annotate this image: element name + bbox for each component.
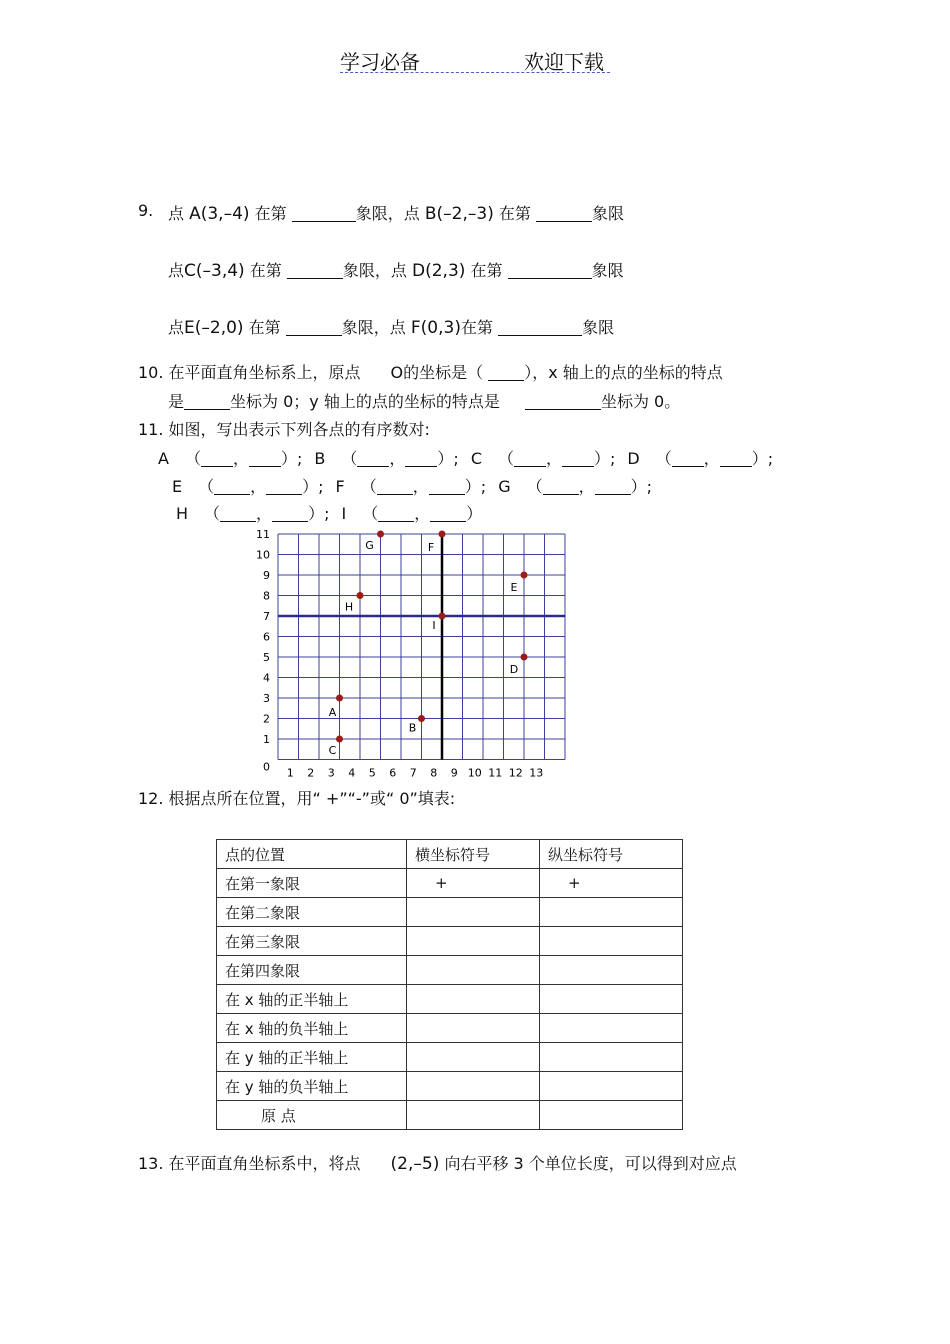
close-paren: ）; bbox=[280, 449, 303, 468]
open-paren: （ bbox=[497, 449, 514, 468]
header-underline bbox=[340, 72, 610, 73]
header-right: 欢迎下载 bbox=[524, 50, 604, 74]
x-tick-label: 5 bbox=[368, 766, 376, 780]
position-label: 原 点 bbox=[261, 1106, 296, 1125]
answer-blank[interactable] bbox=[405, 450, 437, 467]
answer-blank[interactable] bbox=[201, 450, 233, 467]
q13-line: 13. 在平面直角坐标系中，将点 (2,–5) 向右平移 3 个单位长度，可以得到对应点 bbox=[138, 1154, 737, 1174]
table-header-row bbox=[217, 840, 683, 869]
point-label: B bbox=[314, 449, 326, 468]
blank[interactable] bbox=[488, 364, 524, 381]
open-paren: （ bbox=[341, 449, 358, 468]
column-header: 横坐标符号 bbox=[407, 840, 540, 869]
pair-group bbox=[336, 477, 487, 496]
point-label: B bbox=[408, 721, 417, 735]
header-left: 学习必备 bbox=[340, 50, 420, 74]
point-g bbox=[377, 531, 384, 538]
x-tick-label: 12 bbox=[508, 766, 523, 780]
sign-value: + bbox=[435, 874, 448, 892]
answer-blank[interactable] bbox=[220, 505, 256, 522]
answer-blank[interactable] bbox=[249, 450, 281, 467]
sign-cell[interactable] bbox=[540, 898, 683, 927]
sign-cell[interactable] bbox=[540, 1072, 683, 1101]
x-tick-label: 2 bbox=[307, 766, 315, 780]
y-tick-label: 1 bbox=[263, 733, 270, 746]
answer-blank[interactable] bbox=[272, 505, 308, 522]
q9-line2: 点C(–3,4) 在第 象限，点 D(2,3) 在第 象限 bbox=[168, 261, 624, 281]
sign-cell[interactable] bbox=[407, 898, 540, 927]
point-f bbox=[439, 531, 446, 538]
x-tick-label: 4 bbox=[348, 766, 356, 780]
point-label: H bbox=[176, 504, 189, 523]
answer-blank[interactable] bbox=[720, 450, 752, 467]
x-tick-label: 6 bbox=[389, 766, 397, 780]
point-e bbox=[521, 572, 528, 579]
x-tick-label: 9 bbox=[450, 766, 458, 780]
position-cell bbox=[217, 1101, 407, 1130]
position-cell bbox=[217, 1014, 407, 1043]
q11-row1 bbox=[158, 446, 785, 469]
sign-cell[interactable] bbox=[407, 985, 540, 1014]
pair-group bbox=[627, 449, 773, 468]
position-cell bbox=[217, 869, 407, 898]
point-label: E bbox=[510, 581, 518, 594]
answer-blank[interactable] bbox=[378, 505, 414, 522]
x-tick-label: 7 bbox=[409, 766, 417, 780]
comma: ， bbox=[546, 449, 563, 468]
answer-blank[interactable] bbox=[266, 478, 302, 495]
y-tick-label: 4 bbox=[263, 671, 270, 685]
sign-cell[interactable] bbox=[540, 869, 683, 898]
table-row bbox=[217, 1101, 683, 1130]
y-tick-label: 7 bbox=[263, 610, 270, 623]
x-tick-label: 11 bbox=[488, 766, 503, 780]
close-paren: ）; bbox=[437, 449, 459, 468]
y-tick-label: 10 bbox=[256, 548, 270, 562]
point-c bbox=[336, 736, 343, 743]
position-cell bbox=[217, 927, 407, 956]
q11-row3 bbox=[176, 501, 494, 524]
sign-cell[interactable] bbox=[407, 869, 540, 898]
point-label: I bbox=[432, 619, 436, 632]
point-label: E bbox=[172, 477, 183, 496]
pair-group bbox=[176, 504, 329, 523]
y-tick-label: 2 bbox=[263, 712, 270, 726]
sign-cell[interactable] bbox=[407, 927, 540, 956]
sign-cell[interactable] bbox=[540, 1043, 683, 1072]
point-label: G bbox=[498, 477, 511, 496]
point-label: F bbox=[427, 541, 435, 554]
column-header: 点的位置 bbox=[217, 840, 407, 869]
point-a bbox=[336, 695, 343, 702]
comma: ， bbox=[703, 449, 720, 468]
pair-group bbox=[341, 504, 482, 523]
answer-blank[interactable] bbox=[514, 450, 546, 467]
blank[interactable] bbox=[287, 262, 343, 279]
position-label: 在第四象限 bbox=[225, 961, 301, 980]
open-paren: （ bbox=[362, 504, 379, 523]
position-label: 在第三象限 bbox=[225, 932, 301, 951]
x-tick-label: 8 bbox=[430, 766, 438, 780]
point-label: C bbox=[470, 449, 482, 468]
position-label: 在第二象限 bbox=[225, 903, 301, 922]
sign-cell[interactable] bbox=[540, 927, 683, 956]
position-label: 在 y 轴的负半轴上 bbox=[225, 1077, 349, 1096]
comma: ， bbox=[578, 477, 595, 496]
x-tick-label: 1 bbox=[286, 766, 294, 780]
blank[interactable] bbox=[292, 205, 356, 222]
blank[interactable] bbox=[525, 393, 601, 410]
sign-cell[interactable] bbox=[407, 1043, 540, 1072]
point-label: C bbox=[328, 744, 337, 757]
table-row bbox=[217, 927, 683, 956]
sign-table bbox=[216, 839, 683, 1130]
table-row bbox=[217, 956, 683, 985]
close-paren: ） bbox=[466, 504, 483, 523]
position-label: 在 x 轴的负半轴上 bbox=[225, 1019, 349, 1038]
open-paren: （ bbox=[526, 477, 543, 496]
point-label: F bbox=[335, 477, 345, 496]
answer-blank[interactable] bbox=[377, 478, 413, 495]
sign-value: + bbox=[568, 874, 581, 892]
q10-line1: 10. 在平面直角坐标系上，原点 O的坐标是（ ），x 轴上的点的坐标的特点 bbox=[138, 363, 723, 382]
table-row bbox=[217, 869, 683, 898]
q11-row2 bbox=[172, 474, 664, 497]
close-paren: ）; bbox=[630, 477, 653, 496]
point-label: H bbox=[344, 600, 354, 614]
sign-cell[interactable] bbox=[407, 1072, 540, 1101]
position-label: 在 x 轴的正半轴上 bbox=[225, 990, 349, 1009]
table-row bbox=[217, 898, 683, 927]
table-row bbox=[217, 1014, 683, 1043]
x-tick-label: 13 bbox=[529, 766, 544, 780]
comma: ， bbox=[250, 477, 267, 496]
answer-blank[interactable] bbox=[562, 450, 594, 467]
open-paren: （ bbox=[655, 449, 672, 468]
y-tick-label: 9 bbox=[263, 569, 270, 582]
sign-cell[interactable] bbox=[540, 985, 683, 1014]
point-label: A bbox=[328, 706, 337, 719]
blank[interactable] bbox=[184, 393, 230, 410]
sign-cell[interactable] bbox=[540, 1014, 683, 1043]
sign-cell[interactable] bbox=[540, 1101, 683, 1130]
point-label: A bbox=[158, 449, 169, 468]
close-paren: ）; bbox=[464, 477, 487, 496]
sign-cell[interactable] bbox=[407, 1014, 540, 1043]
open-paren: （ bbox=[198, 477, 215, 496]
y-tick-label: 8 bbox=[263, 589, 270, 603]
y-tick-label: 6 bbox=[263, 630, 270, 644]
answer-blank[interactable] bbox=[543, 478, 579, 495]
q9-number: 9. bbox=[138, 201, 154, 220]
close-paren: ）; bbox=[302, 477, 324, 496]
q9-line3: 点E(–2,0) 在第 象限，点 F(0,3)在第 象限 bbox=[168, 318, 615, 338]
pair-group bbox=[172, 477, 324, 496]
q10-line2: 是 坐标为 0；y 轴上的点的坐标的特点是 坐标为 0。 bbox=[168, 392, 681, 411]
y-tick-label: 11 bbox=[256, 528, 270, 541]
position-cell bbox=[217, 985, 407, 1014]
sign-cell[interactable] bbox=[407, 956, 540, 985]
point-h bbox=[357, 592, 364, 599]
answer-blank[interactable] bbox=[430, 505, 466, 522]
coordinate-grid-chart bbox=[240, 525, 570, 785]
close-paren: ）; bbox=[308, 504, 330, 523]
answer-blank[interactable] bbox=[214, 478, 250, 495]
position-label: 在 y 轴的正半轴上 bbox=[225, 1048, 349, 1067]
point-i bbox=[439, 613, 446, 620]
answer-blank[interactable] bbox=[595, 478, 631, 495]
open-paren: （ bbox=[360, 477, 377, 496]
table-row bbox=[217, 1072, 683, 1101]
open-paren: （ bbox=[184, 449, 201, 468]
point-label: G bbox=[365, 539, 374, 552]
point-d bbox=[521, 654, 528, 661]
pair-group bbox=[471, 449, 616, 468]
blank[interactable] bbox=[536, 205, 592, 222]
point-b bbox=[418, 715, 425, 722]
answer-blank[interactable] bbox=[357, 450, 389, 467]
y-tick-label: 3 bbox=[263, 692, 270, 705]
position-cell bbox=[217, 898, 407, 927]
comma: ， bbox=[389, 449, 406, 468]
pair-group bbox=[314, 449, 458, 468]
comma: ， bbox=[256, 504, 273, 523]
open-paren: （ bbox=[204, 504, 221, 523]
position-label: 在第一象限 bbox=[225, 874, 301, 893]
column-header: 纵坐标符号 bbox=[540, 840, 683, 869]
answer-blank[interactable] bbox=[429, 478, 465, 495]
position-cell bbox=[217, 1043, 407, 1072]
sign-cell[interactable] bbox=[540, 956, 683, 985]
point-label: D bbox=[627, 449, 640, 468]
y-tick-label: 5 bbox=[263, 651, 270, 664]
answer-blank[interactable] bbox=[672, 450, 704, 467]
x-tick-label: 10 bbox=[467, 766, 482, 780]
q12-title: 12. 根据点所在位置，用“ +”“-”或“ 0”填表: bbox=[138, 789, 456, 808]
table-row bbox=[217, 1043, 683, 1072]
position-cell bbox=[217, 1072, 407, 1101]
x-tick-label: 3 bbox=[327, 766, 335, 780]
y-tick-label: 0 bbox=[263, 760, 270, 774]
close-paren: ）; bbox=[594, 449, 616, 468]
table-row bbox=[217, 985, 683, 1014]
close-paren: ）; bbox=[751, 449, 774, 468]
q11-title: 11. 如图，写出表示下列各点的有序数对: bbox=[138, 420, 430, 439]
point-label: D bbox=[509, 663, 519, 676]
comma: ， bbox=[414, 504, 431, 523]
position-cell bbox=[217, 956, 407, 985]
pair-group bbox=[498, 477, 652, 496]
blank[interactable] bbox=[286, 319, 342, 336]
point-label: I bbox=[341, 504, 347, 523]
q9-line1: 点 A(3,–4) 在第 象限，点 B(–2,–3) 在第 象限 bbox=[168, 204, 625, 224]
comma: ， bbox=[412, 477, 429, 496]
comma: ， bbox=[232, 449, 249, 468]
blank[interactable] bbox=[508, 262, 592, 279]
sign-cell[interactable] bbox=[407, 1101, 540, 1130]
blank[interactable] bbox=[498, 319, 582, 336]
pair-group bbox=[158, 449, 302, 468]
